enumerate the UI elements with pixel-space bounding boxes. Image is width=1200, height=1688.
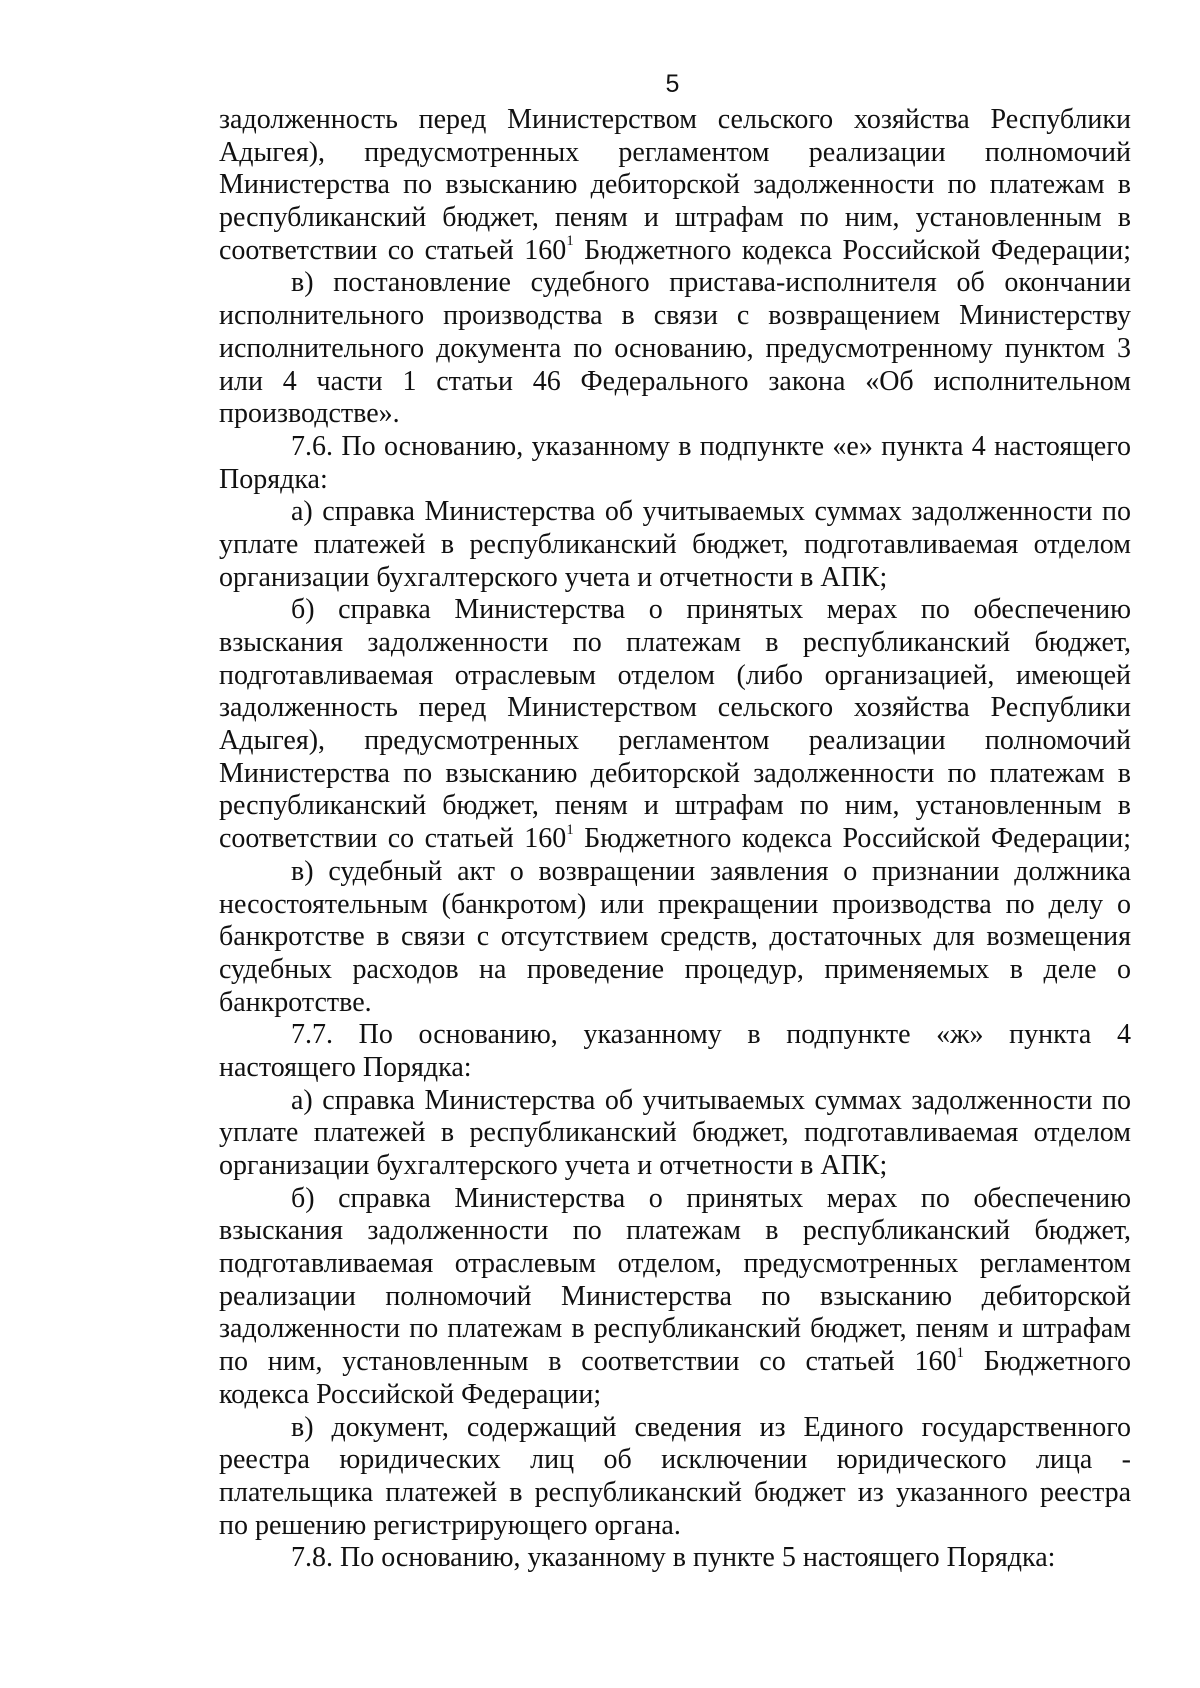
text-line-content: уплате платежей в республиканский бюджет, подготавливаемая отделом [219,528,1131,560]
text-line [219,398,1131,431]
text-line [219,1248,1131,1281]
text-line-content: задолженности по платежам в республиканский бюджет, пеням и штрафам [219,1313,1131,1345]
text-line-content: республиканский бюджет, пеням и штрафам по ним, установленным в [219,202,1131,234]
text-line-content: в) судебный акт о возвращении заявления о признании должника [291,855,1131,887]
text-line [219,954,1131,987]
text-line-content: уплате платежей в республиканский бюджет, подготавливаемая отделом [219,1117,1131,1149]
text-line [219,464,1131,497]
superscript-index: 1 [566,823,574,838]
text-line [219,790,1131,823]
text-line-content: производстве». [219,398,400,430]
text-line [219,1117,1131,1150]
text-line-content: в) постановление судебного пристава-исполнителя об окончании [291,267,1131,299]
text-line [219,1052,1131,1085]
text-line-content: плательщика платежей в республиканский бюджет из указанного реестра [219,1476,1131,1508]
text-line-continuation: Бюджетного кодекса Российской Федерации; [573,234,1131,266]
text-line [219,431,1131,464]
text-line [219,594,1131,627]
text-line-content: банкротстве. [219,986,372,1018]
text-line [219,1085,1131,1118]
text-line [219,529,1131,562]
text-line [219,1313,1131,1346]
text-line [219,366,1131,399]
text-line-content: 7.6. По основанию, указанному в подпункте «е» пункта 4 настоящего [291,430,1131,462]
text-line-continuation: Бюджетного кодекса Российской Федерации; [573,823,1131,855]
text-line-content: подготавливаемая отраслевым отделом (либо организацией, имеющей [219,659,1131,691]
text-line-content: 7.8. По основанию, указанному в пункте 5 настоящего Порядка: [291,1542,1056,1574]
text-line [219,1019,1131,1052]
text-line [219,660,1131,693]
text-line [219,987,1131,1020]
text-line-content: или 4 части 1 статьи 46 Федерального закона «Об исполнительном [219,365,1131,397]
text-line [219,1379,1131,1412]
text-line [219,725,1131,758]
text-line [219,202,1131,235]
text-line-content: Министерства по взысканию дебиторской задолженности по платежам в [219,169,1131,201]
text-line-content: а) справка Министерства об учитываемых суммах задолженности по [291,1084,1131,1116]
text-line [219,1444,1131,1477]
text-line [219,889,1131,922]
text-line [219,1510,1131,1543]
text-line [219,496,1131,529]
text-line-content: Порядка: [219,463,328,495]
text-line-content: судебных расходов на проведение процедур, применяемых в деле о [219,953,1131,985]
text-line-content: Адыгея), предусмотренных регламентом реализации полномочий [219,136,1131,168]
text-line-content: банкротстве в связи с отсутствием средств, достаточных для возмещения [219,921,1131,953]
text-line [219,300,1131,333]
text-line [219,1215,1131,1248]
text-line-content: исполнительного производства в связи с возвращением Министерству [219,300,1131,332]
superscript-index: 1 [956,1346,964,1361]
text-line [219,1281,1131,1314]
text-line [219,692,1131,725]
text-line-content: несостоятельным (банкротом) или прекращении производства по делу о [219,888,1131,920]
text-line-content: а) справка Министерства об учитываемых суммах задолженности по [291,496,1131,528]
text-line-content: в) документ, содержащий сведения из Единого государственного [291,1411,1131,1443]
text-line-content: взыскания задолженности по платежам в республиканский бюджет, [219,1215,1131,1247]
text-line-content: реализации полномочий Министерства по взысканию дебиторской [219,1280,1131,1312]
text-line-content: Адыгея), предусмотренных регламентом реализации полномочий [219,725,1131,757]
text-line-content: организации бухгалтерского учета и отчетности в АПК; [219,1150,888,1181]
page-number: 5 [665,70,680,98]
text-line-content: Министерства по взысканию дебиторской задолженности по платежам в [219,757,1131,789]
text-line [219,1150,1131,1183]
text-line-content: кодекса Российской Федерации; [219,1378,602,1410]
text-line-content: организации бухгалтерского учета и отчетности в АПК; [219,561,888,593]
text-line [219,823,1131,856]
text-line [219,1346,1131,1379]
text-line-content: реестра юридических лиц об исключении юридического лица - [219,1444,1131,1476]
text-line-content: по решению регистрирующего органа. [219,1509,681,1541]
text-line [219,235,1131,268]
text-line [219,758,1131,791]
text-line [219,1542,1131,1575]
text-line-content: б) справка Министерства о принятых мерах по обеспечению [291,1182,1131,1214]
text-line [219,267,1131,300]
text-line-content: соответствии со статьей 160 [219,234,567,266]
text-line-content: исполнительного документа по основанию, предусмотренному пунктом 3 [219,332,1131,364]
text-line [219,627,1131,660]
text-line-content: 7.7. По основанию, указанному в подпункте «ж» пункта 4 [291,1019,1131,1051]
text-line-content: настоящего Порядка: [219,1051,472,1083]
text-line-content: по ним, установленным в соответствии со статьей 160 [219,1346,957,1378]
text-line-content: б) справка Министерства о принятых мерах по обеспечению [291,594,1131,626]
text-line-content: задолженность перед Министерством сельского хозяйства Республики [219,104,1131,135]
text-line [219,1412,1131,1445]
text-line [219,856,1131,889]
text-line [219,169,1131,202]
text-line [219,137,1131,170]
text-line-content: соответствии со статьей 160 [219,823,567,855]
text-line-content: взыскания задолженности по платежам в республиканский бюджет, [219,627,1131,658]
text-line [219,333,1131,366]
text-line [219,1183,1131,1216]
text-line [219,1477,1131,1510]
text-line-content: задолженность перед Министерством сельского хозяйства Республики [219,692,1131,724]
text-line [219,562,1131,595]
text-line [219,921,1131,954]
superscript-index: 1 [566,234,574,250]
text-line [219,104,1131,137]
text-line-content: подготавливаемая отраслевым отделом, предусмотренных регламентом [219,1248,1131,1280]
text-line-content: республиканский бюджет, пеням и штрафам по ним, установленным в [219,790,1131,822]
document-body [219,104,1131,1575]
text-line-continuation: Бюджетного [963,1346,1131,1378]
